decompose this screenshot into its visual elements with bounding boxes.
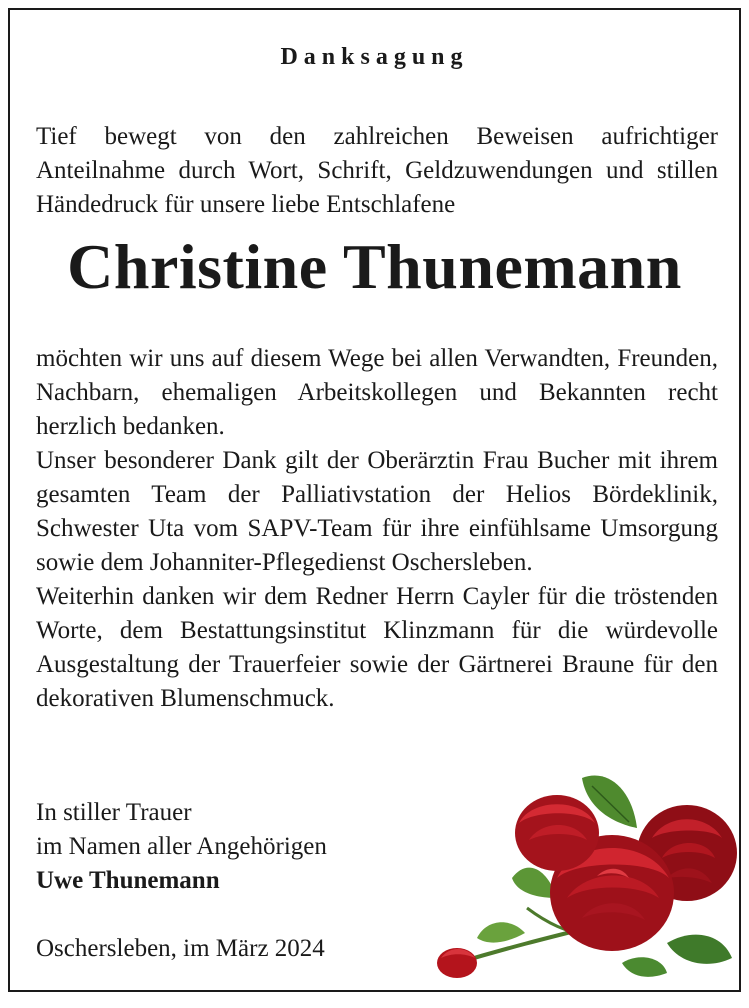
intro-paragraph: Tief bewegt von den zahlreichen Beweisen aufrichtiger Anteilnahme durch Wort, Schrift, Geldzuwendungen und stillen Händedruck für unsere liebe Entschlafene [36,123,718,218]
thanks-paragraph-3: Weiterhin danken wir dem Redner Herrn Cayler für die tröstenden Worte, dem Bestattungsinstitut Klinzmann für die würdevolle Ausgestaltung der Trauerfeier sowie der Gärtnerei Braune für den dekorativen Blumenschmuck. [36,583,718,712]
signoff [36,796,327,898]
obituary-notice [8,8,741,992]
place-and-date: Oschersleben, im März 2024 [36,935,325,962]
body-text [36,342,718,716]
notice-heading: Danksagung [280,44,469,70]
deceased-name: Christine Thunemann [67,231,682,302]
red-roses-icon [417,758,737,988]
thanks-paragraph-2: Unser besonderer Dank gilt der Oberärztin Frau Bucher mit ihrem gesamten Team der Palliativstation der Helios Bördeklinik, Schwester Uta vom SAPV-Team für ihre einfühlsame Umsorgung sowie dem Johanniter-Pflegedienst Oschersleben. [36,447,718,576]
signoff-line-1: In stiller Trauer [36,799,192,826]
thanks-paragraph-1: möchten wir uns auf diesem Wege bei allen Verwandten, Freunden, Nachbarn, ehemaligen Arbeitskollegen und Bekannten recht herzlich bedanken. [36,345,718,440]
signer-name: Uwe Thunemann [36,867,220,894]
signoff-line-2: im Namen aller Angehörigen [36,833,327,860]
